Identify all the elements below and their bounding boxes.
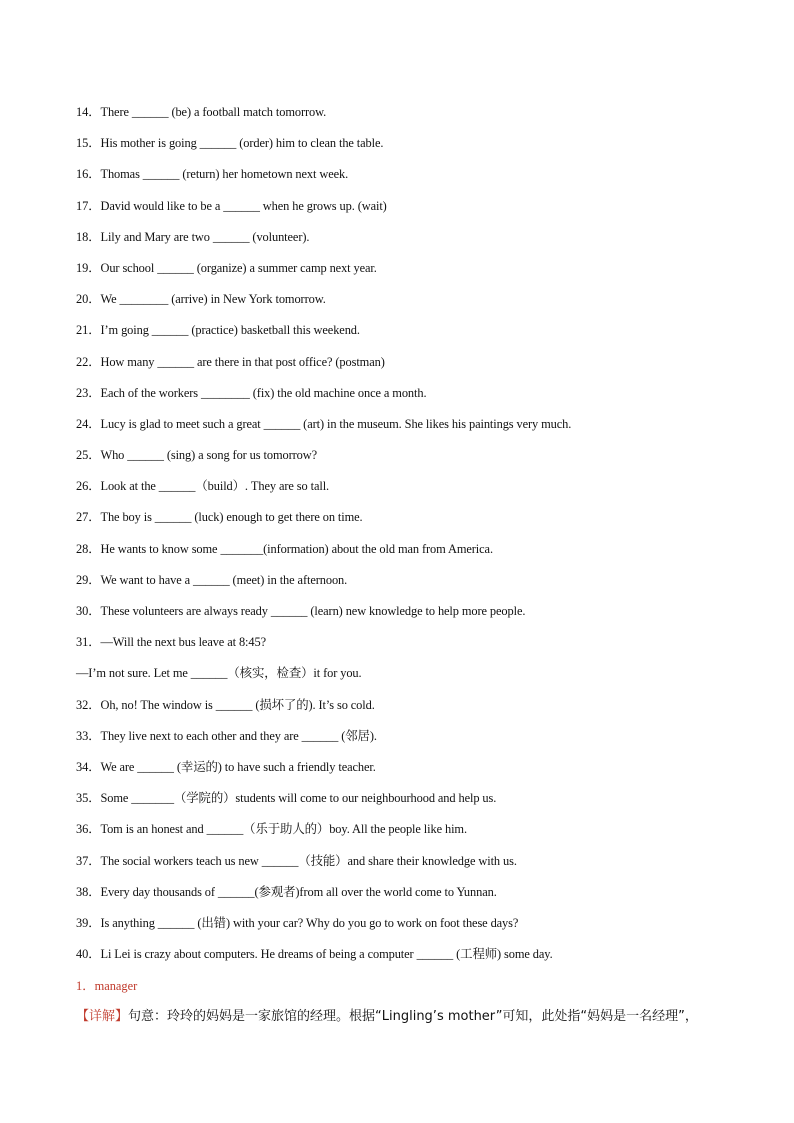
question-list (76, 102, 756, 975)
question-17: 17．David would like to be a ______ when he grows up. (wait) (76, 198, 387, 213)
question-38: 38．Every day thousands of ______(参观者)from all over the world come to Yunnan. (76, 884, 497, 899)
answer-1: 1．manager (76, 979, 138, 993)
question-23: 23．Each of the workers ________ (fix) the old machine once a month. (76, 385, 427, 400)
explanation-1 (76, 1007, 756, 1031)
question-14: 14．There ______ (be) a football match tomorrow. (76, 105, 327, 119)
question-25: 25．Who ______ (sing) a song for us tomorrow? (76, 448, 317, 463)
question-32: 32．Oh, no! The window is ______ (损坏了的). It’s so cold. (76, 697, 375, 712)
question-22: 22．How many ______ are there in that post office? (postman) (76, 354, 385, 369)
question-33: 33．They live next to each other and they are ______ (邻居). (76, 728, 377, 743)
question-24: 24．Lucy is glad to meet such a great ______ (art) in the museum. She likes his paintings very much. (76, 416, 572, 431)
explanation-text: 句意：玲玲的妈妈是一家旅馆的经理。根据“Lingling’s mother”可知，此处指“妈妈是一名经理”， (128, 1009, 698, 1024)
question-39: 39．Is anything ______ (出错) with your car? Why do you go to work on foot these days? (76, 915, 519, 930)
question-40: 40．Li Lei is crazy about computers. He dreams of being a computer ______ (工程师) some day. (76, 947, 553, 962)
question-36: 36．Tom is an honest and ______（乐于助人的）boy. All the people like him. (76, 822, 467, 837)
question-21: 21．I’m going ______ (practice) basketball this weekend. (76, 323, 360, 338)
question-37: 37．The social workers teach us new ______（技能）and share their knowledge with us. (76, 853, 517, 868)
question-35: 35．Some _______（学院的）students will come to our neighbourhood and help us. (76, 791, 497, 806)
question-26: 26．Look at the ______（build）. They are so tall. (76, 479, 330, 494)
question-31: 31．—Will the next bus leave at 8:45? (76, 635, 266, 650)
explanation-tag: 【详解】 (76, 1009, 129, 1024)
question-19: 19．Our school ______ (organize) a summer camp next year. (76, 260, 377, 275)
question-31-reply: —I’m not sure. Let me ______（核实，检查）it for you. (76, 666, 362, 681)
question-18: 18．Lily and Mary are two ______ (volunteer). (76, 229, 310, 244)
question-30: 30．These volunteers are always ready ______ (learn) new knowledge to help more people. (76, 604, 526, 618)
question-16: 16．Thomas ______ (return) her hometown next week. (76, 167, 349, 182)
question-27: 27．The boy is ______ (luck) enough to get there on time. (76, 510, 363, 525)
question-34: 34．We are ______ (幸运的) to have such a friendly teacher. (76, 759, 376, 774)
answer-section (76, 976, 756, 1031)
question-20: 20．We ________ (arrive) in New York tomorrow. (76, 292, 326, 307)
question-15: 15．His mother is going ______ (order) him to clean the table. (76, 136, 384, 151)
question-28: 28．He wants to know some _______(information) about the old man from America. (76, 541, 493, 556)
question-29: 29．We want to have a ______ (meet) in the afternoon. (76, 572, 348, 587)
